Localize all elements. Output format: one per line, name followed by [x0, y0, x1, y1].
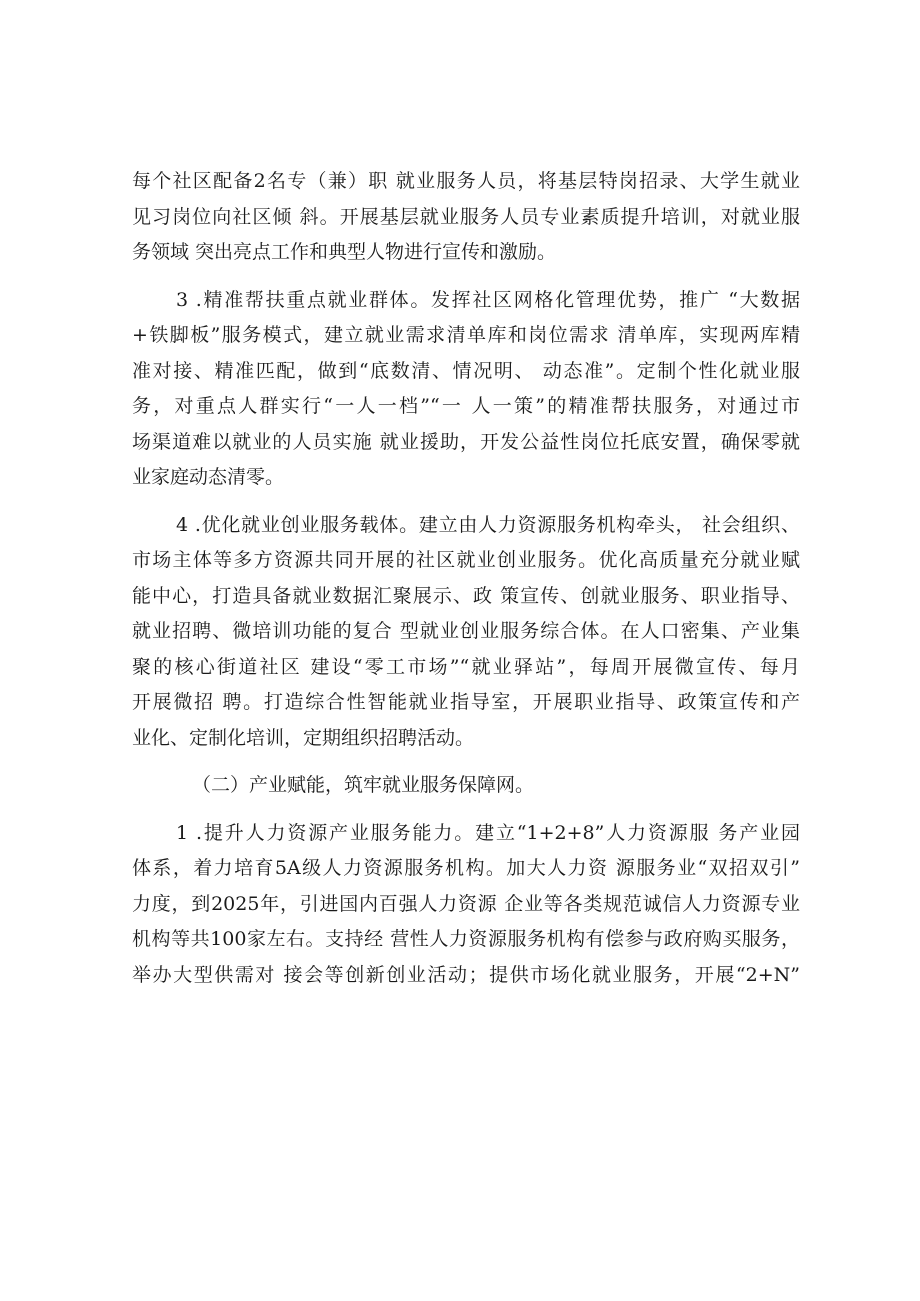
text-line: 聚的核心街道社区 建设“零工市场”“就业驿站”，每周开展微宣传、每月 — [132, 655, 800, 678]
text-line: 体系，着力培育5A级人力资源服务机构。加大人力资 源服务业“双招双引” — [132, 857, 800, 879]
text-line: 举办大型供需对 接会等创新创业活动；提供市场化就业服务，开展“2+N” — [132, 963, 800, 986]
text-line: +铁脚板”服务模式，建立就业需求清单库和岗位需求 清单库，实现两库精 — [132, 324, 800, 346]
text-line: 准对接、精准匹配，做到“底数清、情况明、 动态准”。定制个性化就业服 — [132, 359, 800, 382]
text-line: 机构等共100家左右。支持经 营性人力资源服务机构有偿参与政府购买服务， — [132, 928, 800, 950]
text-line: 力度，到2025年，引进国内百强人力资源 企业等各类规范诚信人力资源专业 — [132, 892, 800, 915]
text-line: 开展微招 聘。打造综合性智能就业指导室，开展职业指导、政策宣传和产 — [132, 691, 800, 713]
text-line: 见习岗位向社区倾 斜。开展基层就业服务人员专业素质提升培训，对就业服 — [132, 205, 800, 228]
paragraph-item-3 — [132, 283, 800, 496]
text-line: 业家庭动态清零。 — [132, 466, 285, 488]
paragraph-item-4 — [132, 508, 800, 757]
document-body — [132, 164, 800, 993]
text-line: 每个社区配备2名专（兼）职 就业服务人员，将基层特岗招录、大学生就业 — [132, 170, 800, 192]
paragraph-community-staffing — [132, 164, 800, 271]
section-heading: （二）产业赋能，筑牢就业服务保障网。 — [192, 774, 535, 796]
text-line: 1 .提升人力资源产业服务能力。建立“1+2+8”人力资源服 务产业园 — [176, 821, 800, 844]
text-line: 业化、定制化培训，定期组织招聘活动。 — [132, 726, 475, 749]
text-line: 能中心，打造具备就业数据汇聚展示、政 策宣传、创就业服务、职业指导、 — [132, 584, 800, 607]
text-line: 就业招聘、微培训功能的复合 型就业创业服务综合体。在人口密集、产业集 — [132, 620, 800, 642]
text-line: 4 .优化就业创业服务载体。建立由人力资源服务机构牵头， 社会组织、 — [176, 513, 800, 536]
section-heading-industry — [132, 768, 800, 804]
text-line: 3 .精准帮扶重点就业群体。发挥社区网格化管理优势，推广 “大数据 — [176, 288, 800, 311]
text-line: 务领域 突出亮点工作和典型人物进行宣传和激励。 — [132, 241, 557, 263]
text-line: 市场主体等多方资源共同开展的社区就业创业服务。优化高质量充分就业赋 — [132, 549, 800, 571]
text-line: 务，对重点人群实行“一人一档”“一 人一策”的精准帮扶服务，对通过市 — [132, 395, 800, 417]
paragraph-item-1 — [132, 816, 800, 994]
text-line: 场渠道难以就业的人员实施 就业援助，开发公益性岗位托底安置，确保零就 — [132, 430, 800, 453]
